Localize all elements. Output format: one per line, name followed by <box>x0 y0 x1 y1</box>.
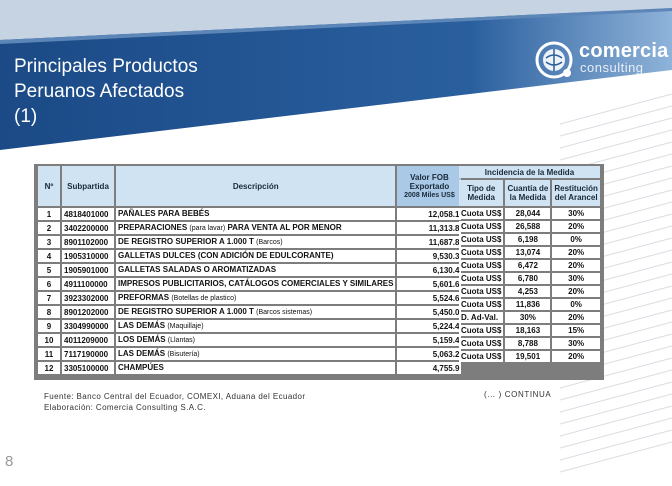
row-tipo: Cuota US$ <box>461 352 502 361</box>
row-desc-main: LAS DEMÁS <box>118 349 168 358</box>
logo-sub: consulting <box>580 60 644 75</box>
row-cuantia: 4,253 <box>505 286 550 297</box>
row-desc-main: LAS DEMÁS <box>118 321 168 330</box>
row-subpartida: 3304990000 <box>62 320 114 332</box>
globe-icon <box>534 40 576 82</box>
header-fob-3: 2008 Miles US$ <box>404 191 455 199</box>
source-note <box>44 391 305 413</box>
row-number: 12 <box>38 362 60 374</box>
row-tipo: Cuota US$ <box>461 326 502 335</box>
row-desc-note: (para lavar) <box>189 225 226 232</box>
row-restitucion: 0% <box>552 234 600 245</box>
row-cuantia: 6,198 <box>505 234 550 245</box>
row-cuantia: 30% <box>505 312 550 323</box>
row-fob: 4,755.9 <box>397 362 461 374</box>
row-fob: 5,450.0 <box>397 306 461 318</box>
row-fob: 9,530.3 <box>397 250 461 262</box>
row-descripcion <box>116 236 395 248</box>
row-tipo: Cuota US$ <box>461 248 502 257</box>
row-restitucion: 20% <box>552 247 600 258</box>
row-fob: 5,524.6 <box>397 292 461 304</box>
row-desc-main: PREFORMAS <box>118 293 172 302</box>
table-row <box>459 234 600 245</box>
table-row <box>459 338 600 349</box>
row-cuantia: 6,472 <box>505 260 550 271</box>
row-cuantia: 19,501 <box>505 351 550 362</box>
table-row <box>459 299 600 310</box>
table-row <box>459 208 600 219</box>
row-restitucion: 0% <box>552 299 600 310</box>
table-row <box>38 222 461 234</box>
row-desc-note: (Barcos) <box>256 239 283 246</box>
row-number: 7 <box>38 292 60 304</box>
products-table <box>34 164 604 380</box>
row-subpartida: 3305100000 <box>62 362 114 374</box>
row-fob: 5,224.4 <box>397 320 461 332</box>
table-row <box>459 221 600 232</box>
row-desc-main: CHAMPÚES <box>118 363 164 372</box>
row-descripcion <box>116 292 395 304</box>
row-desc-main: PAÑALES PARA BEBÉS <box>118 209 210 218</box>
row-desc-note: (Botellas de plastico) <box>171 295 237 302</box>
title-line-2: Peruanos Afectados <box>14 81 185 102</box>
table-row <box>459 273 600 284</box>
row-number: 6 <box>38 278 60 290</box>
table-row <box>459 260 600 271</box>
table-row <box>38 362 461 374</box>
table-row <box>38 250 461 262</box>
row-descripcion <box>116 250 395 262</box>
row-subpartida: 3923302000 <box>62 292 114 304</box>
row-subpartida: 4818401000 <box>62 208 114 220</box>
row-subpartida: 7117190000 <box>62 348 114 360</box>
row-desc-main: DE REGISTRO SUPERIOR A 1.000 T <box>118 307 257 316</box>
row-cuantia: 28,044 <box>505 208 550 219</box>
header-descripcion: Descripción <box>116 166 395 206</box>
row-restitucion: 15% <box>552 325 600 336</box>
row-fob: 5,159.4 <box>397 334 461 346</box>
table-row <box>459 312 600 323</box>
row-cuantia: 26,588 <box>505 221 550 232</box>
header-cuantia <box>505 180 550 206</box>
table-row <box>38 236 461 248</box>
page-title <box>14 54 198 129</box>
row-restitucion: 30% <box>552 338 600 349</box>
row-cuantia: 11,836 <box>505 299 550 310</box>
row-tipo: Cuota US$ <box>461 209 502 218</box>
row-number: 1 <box>38 208 60 220</box>
row-fob: 12,058.1 <box>397 208 461 220</box>
page-number: 8 <box>5 453 14 470</box>
row-number: 9 <box>38 320 60 332</box>
row-desc-main: IMPRESOS PUBLICITARIOS, CATÁLOGOS COMERCIALES Y SIMILARES <box>118 279 394 288</box>
row-fob: 5,601.6 <box>397 278 461 290</box>
logo-name: comercia <box>579 40 669 62</box>
row-desc-main: PREPARACIONES <box>118 223 190 232</box>
row-desc-main: LOS DEMÁS <box>118 335 168 344</box>
row-tipo: Cuota US$ <box>461 287 502 296</box>
row-number: 8 <box>38 306 60 318</box>
row-desc-note: (Bisutería) <box>167 351 200 358</box>
row-restitucion: 20% <box>552 312 600 323</box>
row-number: 2 <box>38 222 60 234</box>
row-desc-main: GALLETAS DULCES (CON ADICIÓN DE EDULCORANTE) <box>118 251 334 260</box>
row-descripcion <box>116 208 395 220</box>
header-subpartida: Subpartida <box>62 166 114 206</box>
table-row <box>38 334 461 346</box>
row-restitucion: 20% <box>552 260 600 271</box>
row-subpartida: 4011209000 <box>62 334 114 346</box>
continua-label: (… ) CONTINUA <box>484 390 552 399</box>
table-row <box>459 351 600 362</box>
header-tipo-2: Medida <box>467 193 495 202</box>
row-desc-main: DE REGISTRO SUPERIOR A 1.000 T <box>118 237 257 246</box>
table-row <box>459 325 600 336</box>
row-descripcion <box>116 348 395 360</box>
title-line-1: Principales Productos <box>14 56 198 77</box>
table-row <box>38 292 461 304</box>
header-cuantia-1: Cuantía de <box>507 184 549 193</box>
row-fob: 5,063.2 <box>397 348 461 360</box>
row-restitucion: 20% <box>552 221 600 232</box>
header-tipo <box>459 180 503 206</box>
row-desc-note: (Barcos sistemas) <box>256 309 313 316</box>
header-cuantia-2: la Medida <box>509 193 547 202</box>
row-cuantia: 18,163 <box>505 325 550 336</box>
row-descripcion <box>116 306 395 318</box>
table-row <box>38 264 461 276</box>
header-incidencia: Incidencia de la Medida <box>459 166 600 178</box>
source-fuente: Fuente: Banco Central del Ecuador, COMEXI, Aduana del Ecuador <box>44 392 306 401</box>
row-subpartida: 1905310000 <box>62 250 114 262</box>
row-descripcion <box>116 222 395 234</box>
row-cuantia: 6,780 <box>505 273 550 284</box>
row-desc-main: GALLETAS SALADAS O AROMATIZADAS <box>118 265 277 274</box>
row-descripcion <box>116 334 395 346</box>
row-desc-tail: PARA VENTA AL POR MENOR <box>225 223 342 232</box>
row-descripcion <box>116 362 395 374</box>
row-descripcion <box>116 264 395 276</box>
main-table <box>36 164 463 376</box>
row-descripcion <box>116 278 395 290</box>
row-tipo: Cuota US$ <box>461 261 502 270</box>
row-tipo: Cuota US$ <box>461 300 502 309</box>
header-fob <box>397 166 461 206</box>
header-fob-1: Valor FOB <box>410 172 449 182</box>
header-tipo-1: Tipo de <box>467 184 496 193</box>
header-num: Nº <box>38 166 60 206</box>
row-tipo: Cuota US$ <box>461 235 502 244</box>
row-tipo: Cuota US$ <box>461 222 502 231</box>
row-desc-note: (Maquillaje) <box>167 323 204 330</box>
incidencia-table <box>457 164 602 364</box>
row-number: 5 <box>38 264 60 276</box>
row-fob: 6,130.4 <box>397 264 461 276</box>
row-restitucion: 30% <box>552 273 600 284</box>
row-restitucion: 30% <box>552 208 600 219</box>
row-fob: 11,313.8 <box>397 222 461 234</box>
table-row <box>459 286 600 297</box>
row-subpartida: 3402200000 <box>62 222 114 234</box>
row-subpartida: 8901102000 <box>62 236 114 248</box>
table-row <box>38 320 461 332</box>
row-subpartida: 4911100000 <box>62 278 114 290</box>
row-restitucion: 20% <box>552 351 600 362</box>
table-row <box>38 306 461 318</box>
row-number: 11 <box>38 348 60 360</box>
row-tipo: D. Ad-Val. <box>459 312 503 323</box>
header-fob-2: Exportado <box>409 181 450 191</box>
header-restitucion-2: del Arancel <box>554 193 598 202</box>
header-restitucion <box>552 180 600 206</box>
row-tipo: Cuota US$ <box>461 339 502 348</box>
row-restitucion: 20% <box>552 286 600 297</box>
row-fob: 11,687.8 <box>397 236 461 248</box>
row-subpartida: 8901202000 <box>62 306 114 318</box>
title-line-3: (1) <box>14 106 38 127</box>
table-row <box>38 208 461 220</box>
row-tipo: Cuota US$ <box>461 274 502 283</box>
row-number: 4 <box>38 250 60 262</box>
table-row <box>38 348 461 360</box>
table-row <box>459 247 600 258</box>
header-restitucion-1: Restitución <box>554 184 598 193</box>
table-row <box>38 278 461 290</box>
row-desc-note: (Llantas) <box>167 337 196 344</box>
comercia-logo <box>532 38 669 82</box>
row-number: 10 <box>38 334 60 346</box>
row-cuantia: 8,788 <box>505 338 550 349</box>
row-subpartida: 1905901000 <box>62 264 114 276</box>
source-elaboracion: Elaboración: Comercia Consulting S.A.C. <box>44 403 206 412</box>
row-cuantia: 13,074 <box>505 247 550 258</box>
row-descripcion <box>116 320 395 332</box>
row-number: 3 <box>38 236 60 248</box>
